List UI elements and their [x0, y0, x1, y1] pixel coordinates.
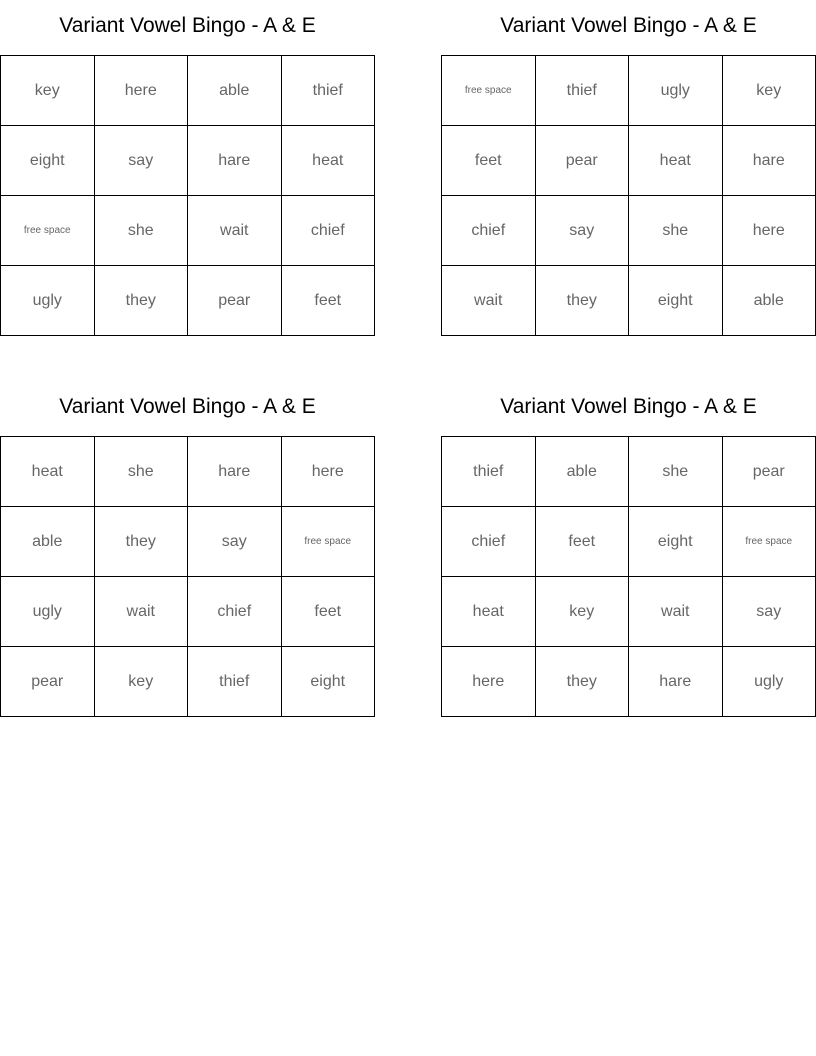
free-space-cell: free space	[1, 196, 95, 266]
bingo-cell: hare	[629, 647, 723, 717]
bingo-cell: thief	[536, 56, 630, 126]
bingo-cell: they	[536, 266, 630, 336]
bingo-card-4	[441, 381, 816, 717]
bingo-cell: able	[723, 266, 816, 336]
bingo-cell: wait	[188, 196, 282, 266]
bingo-cell: heat	[1, 437, 95, 507]
bingo-cell: thief	[282, 56, 376, 126]
bingo-card-3	[0, 381, 375, 717]
bingo-cell: heat	[442, 577, 536, 647]
bingo-cell: chief	[442, 507, 536, 577]
bingo-cell: here	[723, 196, 816, 266]
free-space-cell: free space	[442, 56, 536, 126]
bingo-cell: key	[1, 56, 95, 126]
bingo-cell: able	[536, 437, 630, 507]
bingo-cell: eight	[1, 126, 95, 196]
bingo-cell: they	[95, 507, 189, 577]
bingo-cell: she	[629, 437, 723, 507]
bingo-grid	[0, 55, 375, 336]
bingo-cell: here	[282, 437, 376, 507]
bingo-cell: here	[95, 56, 189, 126]
bingo-cell: say	[95, 126, 189, 196]
bingo-cell: hare	[723, 126, 816, 196]
bingo-cell: feet	[442, 126, 536, 196]
bingo-grid	[441, 55, 816, 336]
bingo-cell: she	[629, 196, 723, 266]
bingo-cell: she	[95, 196, 189, 266]
bingo-cell: hare	[188, 126, 282, 196]
bingo-cell: chief	[188, 577, 282, 647]
bingo-cell: say	[188, 507, 282, 577]
bingo-cell: key	[95, 647, 189, 717]
bingo-cell: pear	[1, 647, 95, 717]
bingo-cell: say	[723, 577, 816, 647]
bingo-cell: chief	[282, 196, 376, 266]
bingo-cell: wait	[95, 577, 189, 647]
free-space-cell: free space	[723, 507, 816, 577]
bingo-cell: they	[536, 647, 630, 717]
card-title: Variant Vowel Bingo - A & E	[59, 14, 316, 37]
bingo-cell: pear	[536, 126, 630, 196]
bingo-grid	[0, 436, 375, 717]
card-title: Variant Vowel Bingo - A & E	[500, 395, 757, 418]
bingo-cell: feet	[536, 507, 630, 577]
bingo-cell: eight	[629, 507, 723, 577]
bingo-cell: say	[536, 196, 630, 266]
bingo-cell: pear	[723, 437, 816, 507]
bingo-cell: able	[188, 56, 282, 126]
bingo-cell: feet	[282, 266, 376, 336]
free-space-cell: free space	[282, 507, 376, 577]
card-title: Variant Vowel Bingo - A & E	[500, 14, 757, 37]
bingo-cell: chief	[442, 196, 536, 266]
bingo-cell: ugly	[723, 647, 816, 717]
bingo-cell: eight	[629, 266, 723, 336]
bingo-cell: ugly	[1, 577, 95, 647]
bingo-card-2	[441, 0, 816, 336]
bingo-cell: wait	[442, 266, 536, 336]
card-title: Variant Vowel Bingo - A & E	[59, 395, 316, 418]
bingo-cell: key	[536, 577, 630, 647]
bingo-cell: she	[95, 437, 189, 507]
bingo-cell: wait	[629, 577, 723, 647]
bingo-cell: key	[723, 56, 816, 126]
bingo-cell: ugly	[1, 266, 95, 336]
bingo-card-1	[0, 0, 375, 336]
bingo-cell: heat	[629, 126, 723, 196]
bingo-cell: ugly	[629, 56, 723, 126]
bingo-cell: they	[95, 266, 189, 336]
bingo-cell: thief	[188, 647, 282, 717]
bingo-cell: pear	[188, 266, 282, 336]
bingo-grid	[441, 436, 816, 717]
bingo-cell: heat	[282, 126, 376, 196]
bingo-cell: thief	[442, 437, 536, 507]
bingo-cell: here	[442, 647, 536, 717]
bingo-cell: eight	[282, 647, 376, 717]
bingo-cell: hare	[188, 437, 282, 507]
bingo-cell: able	[1, 507, 95, 577]
bingo-cell: feet	[282, 577, 376, 647]
